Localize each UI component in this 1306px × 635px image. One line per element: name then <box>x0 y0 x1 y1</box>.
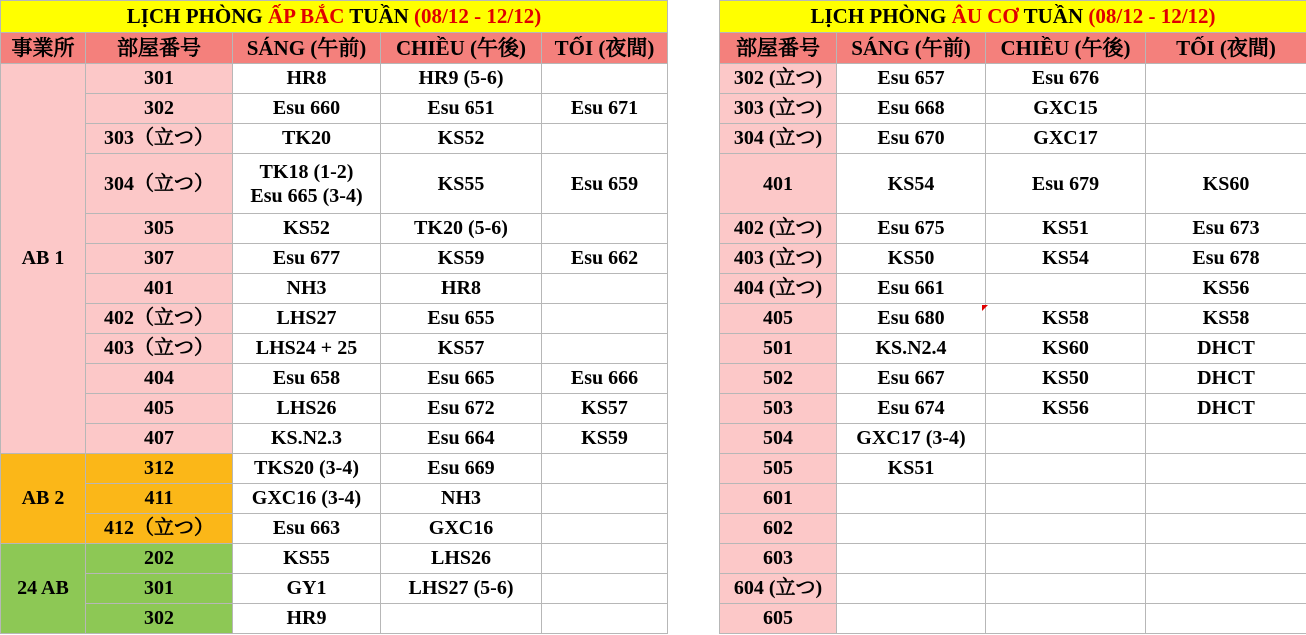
ap-bac-title <box>1 1 668 33</box>
evening-cell <box>542 484 668 514</box>
evening-cell <box>542 274 668 304</box>
table-row <box>1 124 668 154</box>
evening-cell <box>542 454 668 484</box>
afternoon-cell: Esu 664 <box>381 424 542 454</box>
header-afternoon: CHIỀU (午後) <box>381 33 542 64</box>
au-co-title-name: ÂU CƠ <box>951 4 1019 28</box>
table-row <box>1 544 668 574</box>
header-evening: TỐI (夜間) <box>1146 33 1306 64</box>
afternoon-cell: Esu 676 <box>986 64 1146 94</box>
table-row <box>1 394 668 424</box>
room-number-cell: 305 <box>86 214 233 244</box>
header-office: 事業所 <box>1 33 86 64</box>
afternoon-cell <box>986 424 1146 454</box>
morning-cell: KS.N2.3 <box>233 424 381 454</box>
header-morning: SÁNG (午前) <box>233 33 381 64</box>
morning-cell: KS.N2.4 <box>837 334 986 364</box>
au-co-schedule-table <box>719 0 1306 634</box>
table-row <box>720 424 1306 454</box>
evening-cell: Esu 659 <box>542 154 668 214</box>
morning-cell <box>837 574 986 604</box>
morning-class-2: Esu 665 (3-4) <box>250 184 363 207</box>
au-co-title-prefix: LỊCH PHÒNG <box>810 4 952 28</box>
header-evening: TỐI (夜間) <box>542 33 668 64</box>
afternoon-cell: KS52 <box>381 124 542 154</box>
table-row <box>720 244 1306 274</box>
table-row <box>1 514 668 544</box>
afternoon-cell <box>986 514 1146 544</box>
afternoon-cell: TK20 (5-6) <box>381 214 542 244</box>
afternoon-cell: GXC16 <box>381 514 542 544</box>
afternoon-cell: Esu 679 <box>986 154 1146 214</box>
afternoon-cell: GXC15 <box>986 94 1146 124</box>
afternoon-cell: Esu 651 <box>381 94 542 124</box>
table-row <box>720 154 1306 214</box>
afternoon-cell: KS56 <box>986 394 1146 424</box>
afternoon-cell <box>381 604 542 634</box>
evening-cell <box>542 304 668 334</box>
evening-cell: KS56 <box>1146 274 1306 304</box>
morning-cell: Esu 674 <box>837 394 986 424</box>
table-row <box>1 604 668 634</box>
header-morning: SÁNG (午前) <box>837 33 986 64</box>
afternoon-cell: HR9 (5-6) <box>381 64 542 94</box>
evening-cell <box>542 604 668 634</box>
ap-bac-header-row <box>1 33 668 64</box>
room-number-cell: 604 (立つ) <box>720 574 837 604</box>
room-number-cell: 603 <box>720 544 837 574</box>
evening-cell: DHCT <box>1146 364 1306 394</box>
ap-bac-title-mid: TUẦN <box>344 4 415 28</box>
afternoon-cell <box>986 544 1146 574</box>
morning-cell <box>837 514 986 544</box>
morning-cell: Esu 675 <box>837 214 986 244</box>
ap-bac-title-dates: (08/12 - 12/12) <box>414 4 542 28</box>
afternoon-cell <box>986 454 1146 484</box>
afternoon-cell: GXC17 <box>986 124 1146 154</box>
room-number-cell: 404 (立つ) <box>720 274 837 304</box>
morning-cell <box>837 604 986 634</box>
morning-cell: LHS26 <box>233 394 381 424</box>
table-row <box>720 364 1306 394</box>
afternoon-cell: KS57 <box>381 334 542 364</box>
comment-indicator-icon[interactable] <box>982 305 988 311</box>
evening-cell: Esu 666 <box>542 364 668 394</box>
morning-cell: GY1 <box>233 574 381 604</box>
afternoon-cell <box>986 574 1146 604</box>
evening-cell: Esu 662 <box>542 244 668 274</box>
evening-cell <box>1146 94 1306 124</box>
morning-cell: TK20 <box>233 124 381 154</box>
header-afternoon: CHIỀU (午後) <box>986 33 1146 64</box>
morning-cell: NH3 <box>233 274 381 304</box>
table-row <box>720 304 1306 334</box>
morning-cell <box>837 484 986 514</box>
room-number-cell: 312 <box>86 454 233 484</box>
morning-cell: KS50 <box>837 244 986 274</box>
morning-class-1: TK18 (1-2) <box>259 160 354 183</box>
afternoon-cell: KS54 <box>986 244 1146 274</box>
au-co-title <box>720 1 1306 33</box>
evening-cell <box>542 64 668 94</box>
table-row <box>720 544 1306 574</box>
room-number-cell: 407 <box>86 424 233 454</box>
room-number-cell: 601 <box>720 484 837 514</box>
morning-cell: GXC16 (3-4) <box>233 484 381 514</box>
morning-cell: LHS24 + 25 <box>233 334 381 364</box>
au-co-header-row <box>720 33 1306 64</box>
room-number-cell: 502 <box>720 364 837 394</box>
afternoon-cell: Esu 665 <box>381 364 542 394</box>
afternoon-cell: KS51 <box>986 214 1146 244</box>
au-co-title-row <box>720 1 1306 33</box>
morning-cell: Esu 668 <box>837 94 986 124</box>
room-number-cell: 405 <box>720 304 837 334</box>
afternoon-cell: Esu 669 <box>381 454 542 484</box>
table-row <box>1 334 668 364</box>
table-row <box>720 484 1306 514</box>
afternoon-cell: KS60 <box>986 334 1146 364</box>
evening-cell <box>1146 124 1306 154</box>
table-row <box>1 364 668 394</box>
afternoon-cell: KS50 <box>986 364 1146 394</box>
evening-cell <box>1146 454 1306 484</box>
evening-cell <box>1146 544 1306 574</box>
afternoon-cell: Esu 655 <box>381 304 542 334</box>
room-number-cell: 202 <box>86 544 233 574</box>
afternoon-cell: NH3 <box>381 484 542 514</box>
afternoon-cell: KS58 <box>986 304 1146 334</box>
table-row <box>720 274 1306 304</box>
table-row <box>720 394 1306 424</box>
evening-cell: KS57 <box>542 394 668 424</box>
room-number-cell: 405 <box>86 394 233 424</box>
evening-cell <box>1146 604 1306 634</box>
evening-cell <box>542 214 668 244</box>
evening-cell: KS59 <box>542 424 668 454</box>
morning-cell: Esu 661 <box>837 274 986 304</box>
morning-cell: Esu 657 <box>837 64 986 94</box>
ap-bac-title-prefix: LỊCH PHÒNG <box>126 4 268 28</box>
table-row <box>1 274 668 304</box>
morning-cell: KS55 <box>233 544 381 574</box>
afternoon-cell <box>986 274 1146 304</box>
afternoon-cell: Esu 672 <box>381 394 542 424</box>
afternoon-cell <box>986 604 1146 634</box>
room-number-cell: 504 <box>720 424 837 454</box>
morning-cell <box>837 544 986 574</box>
table-row <box>720 94 1306 124</box>
room-number-cell: 402（立つ） <box>86 304 233 334</box>
room-number-cell: 304（立つ） <box>86 154 233 214</box>
room-number-cell: 302 <box>86 94 233 124</box>
afternoon-cell: KS55 <box>381 154 542 214</box>
room-number-cell: 605 <box>720 604 837 634</box>
morning-cell: Esu 658 <box>233 364 381 394</box>
room-number-cell: 505 <box>720 454 837 484</box>
afternoon-cell: KS59 <box>381 244 542 274</box>
afternoon-cell: LHS26 <box>381 544 542 574</box>
morning-cell: Esu 680 <box>837 304 986 334</box>
morning-cell: KS52 <box>233 214 381 244</box>
table-row <box>1 454 668 484</box>
evening-cell: DHCT <box>1146 334 1306 364</box>
au-co-title-mid: TUẦN <box>1018 4 1089 28</box>
office-group-label: AB 1 <box>1 64 86 454</box>
room-number-cell: 501 <box>720 334 837 364</box>
morning-cell: Esu 677 <box>233 244 381 274</box>
evening-cell <box>1146 484 1306 514</box>
room-number-cell: 303（立つ） <box>86 124 233 154</box>
table-row <box>1 574 668 604</box>
room-number-cell: 302 <box>86 604 233 634</box>
table-row <box>1 214 668 244</box>
ap-bac-title-name: ẤP BẮC <box>267 4 345 28</box>
room-number-cell: 307 <box>86 244 233 274</box>
evening-cell <box>542 544 668 574</box>
header-room-number: 部屋番号 <box>720 33 837 64</box>
room-number-cell: 412（立つ） <box>86 514 233 544</box>
room-number-cell: 602 <box>720 514 837 544</box>
evening-cell <box>542 334 668 364</box>
morning-cell: TKS20 (3-4) <box>233 454 381 484</box>
evening-cell <box>1146 514 1306 544</box>
office-group-label: AB 2 <box>1 454 86 544</box>
morning-cell: Esu 660 <box>233 94 381 124</box>
room-number-cell: 402 (立つ) <box>720 214 837 244</box>
evening-cell: Esu 673 <box>1146 214 1306 244</box>
ap-bac-title-row <box>1 1 668 33</box>
table-row <box>1 244 668 274</box>
morning-cell: HR8 <box>233 64 381 94</box>
morning-cell: LHS27 <box>233 304 381 334</box>
table-row <box>720 604 1306 634</box>
header-room-number: 部屋番号 <box>86 33 233 64</box>
evening-cell <box>542 574 668 604</box>
evening-cell <box>542 124 668 154</box>
afternoon-cell: LHS27 (5-6) <box>381 574 542 604</box>
room-number-cell: 404 <box>86 364 233 394</box>
morning-cell: KS51 <box>837 454 986 484</box>
table-row <box>720 514 1306 544</box>
evening-cell <box>1146 424 1306 454</box>
morning-cell: HR9 <box>233 604 381 634</box>
table-row <box>1 64 668 94</box>
room-number-cell: 401 <box>86 274 233 304</box>
evening-cell: KS60 <box>1146 154 1306 214</box>
evening-cell: Esu 678 <box>1146 244 1306 274</box>
room-number-cell: 403 (立つ) <box>720 244 837 274</box>
table-row <box>720 574 1306 604</box>
table-row <box>1 304 668 334</box>
au-co-schedule-body <box>720 1 1306 634</box>
morning-cell <box>233 154 381 214</box>
evening-cell <box>1146 574 1306 604</box>
evening-cell: Esu 671 <box>542 94 668 124</box>
table-row <box>720 334 1306 364</box>
room-number-cell: 301 <box>86 574 233 604</box>
morning-cell: Esu 667 <box>837 364 986 394</box>
table-row <box>720 214 1306 244</box>
table-row <box>720 124 1306 154</box>
au-co-title-dates: (08/12 - 12/12) <box>1088 4 1216 28</box>
room-number-cell: 411 <box>86 484 233 514</box>
morning-cell: Esu 663 <box>233 514 381 544</box>
table-row <box>1 94 668 124</box>
room-number-cell: 401 <box>720 154 837 214</box>
table-row <box>720 64 1306 94</box>
room-number-cell: 403（立つ） <box>86 334 233 364</box>
room-number-cell: 301 <box>86 64 233 94</box>
morning-cell: KS54 <box>837 154 986 214</box>
table-row <box>720 454 1306 484</box>
evening-cell <box>542 514 668 544</box>
table-row <box>1 424 668 454</box>
table-row <box>1 484 668 514</box>
evening-cell: DHCT <box>1146 394 1306 424</box>
evening-cell <box>1146 64 1306 94</box>
room-number-cell: 302 (立つ) <box>720 64 837 94</box>
afternoon-cell <box>986 484 1146 514</box>
evening-cell: KS58 <box>1146 304 1306 334</box>
office-group-label: 24 AB <box>1 544 86 634</box>
room-number-cell: 304 (立つ) <box>720 124 837 154</box>
room-number-cell: 503 <box>720 394 837 424</box>
morning-cell: GXC17 (3-4) <box>837 424 986 454</box>
room-number-cell: 303 (立つ) <box>720 94 837 124</box>
table-row <box>1 154 668 214</box>
morning-cell: Esu 670 <box>837 124 986 154</box>
afternoon-cell: HR8 <box>381 274 542 304</box>
ap-bac-schedule-body <box>1 1 668 634</box>
